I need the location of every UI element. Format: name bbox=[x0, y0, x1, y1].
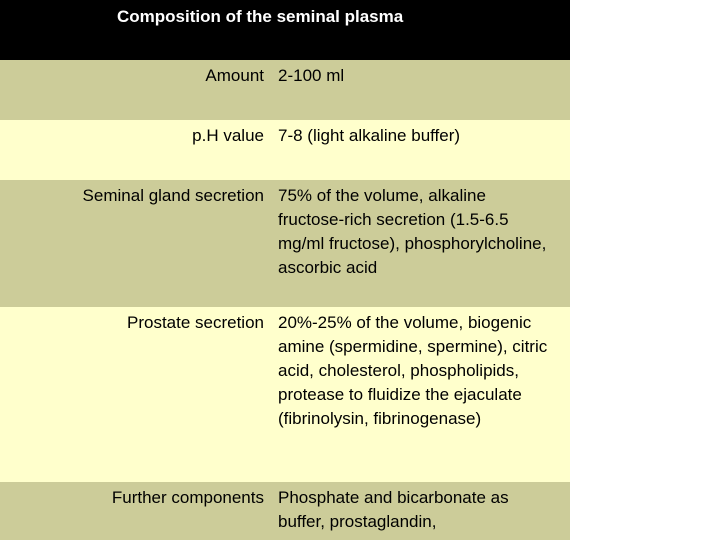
table-row-further bbox=[0, 482, 570, 540]
row-label: Seminal gland secretion bbox=[82, 186, 264, 205]
row-label: p.H value bbox=[192, 126, 264, 145]
row-value: 20%-25% of the volume, biogenic amine (spermidine, spermine), citric acid, cholesterol, phospholipids, protease to fluidize the ejaculate (fibrinolysin, fibrinogenase) bbox=[278, 313, 548, 428]
row-value: 7-8 (light alkaline buffer) bbox=[278, 126, 461, 145]
row-value: 2-100 ml bbox=[278, 66, 345, 85]
row-label: Amount bbox=[205, 66, 264, 85]
row-value: 75% of the volume, alkaline fructose-rich secretion (1.5-6.5 mg/ml fructose), phosphorylcholine, ascorbic acid bbox=[278, 186, 547, 277]
table-row-prostate bbox=[0, 307, 570, 482]
row-label: Further components bbox=[111, 488, 264, 507]
row-label: Prostate secretion bbox=[126, 313, 264, 332]
table-row-amount bbox=[0, 60, 570, 120]
table-row-ph bbox=[0, 120, 570, 180]
row-value: Phosphate and bicarbonate as buffer, prostaglandin, bbox=[278, 488, 509, 531]
table-row-seminal-gland bbox=[0, 180, 570, 307]
table-title: Composition of the seminal plasma bbox=[0, 0, 570, 60]
